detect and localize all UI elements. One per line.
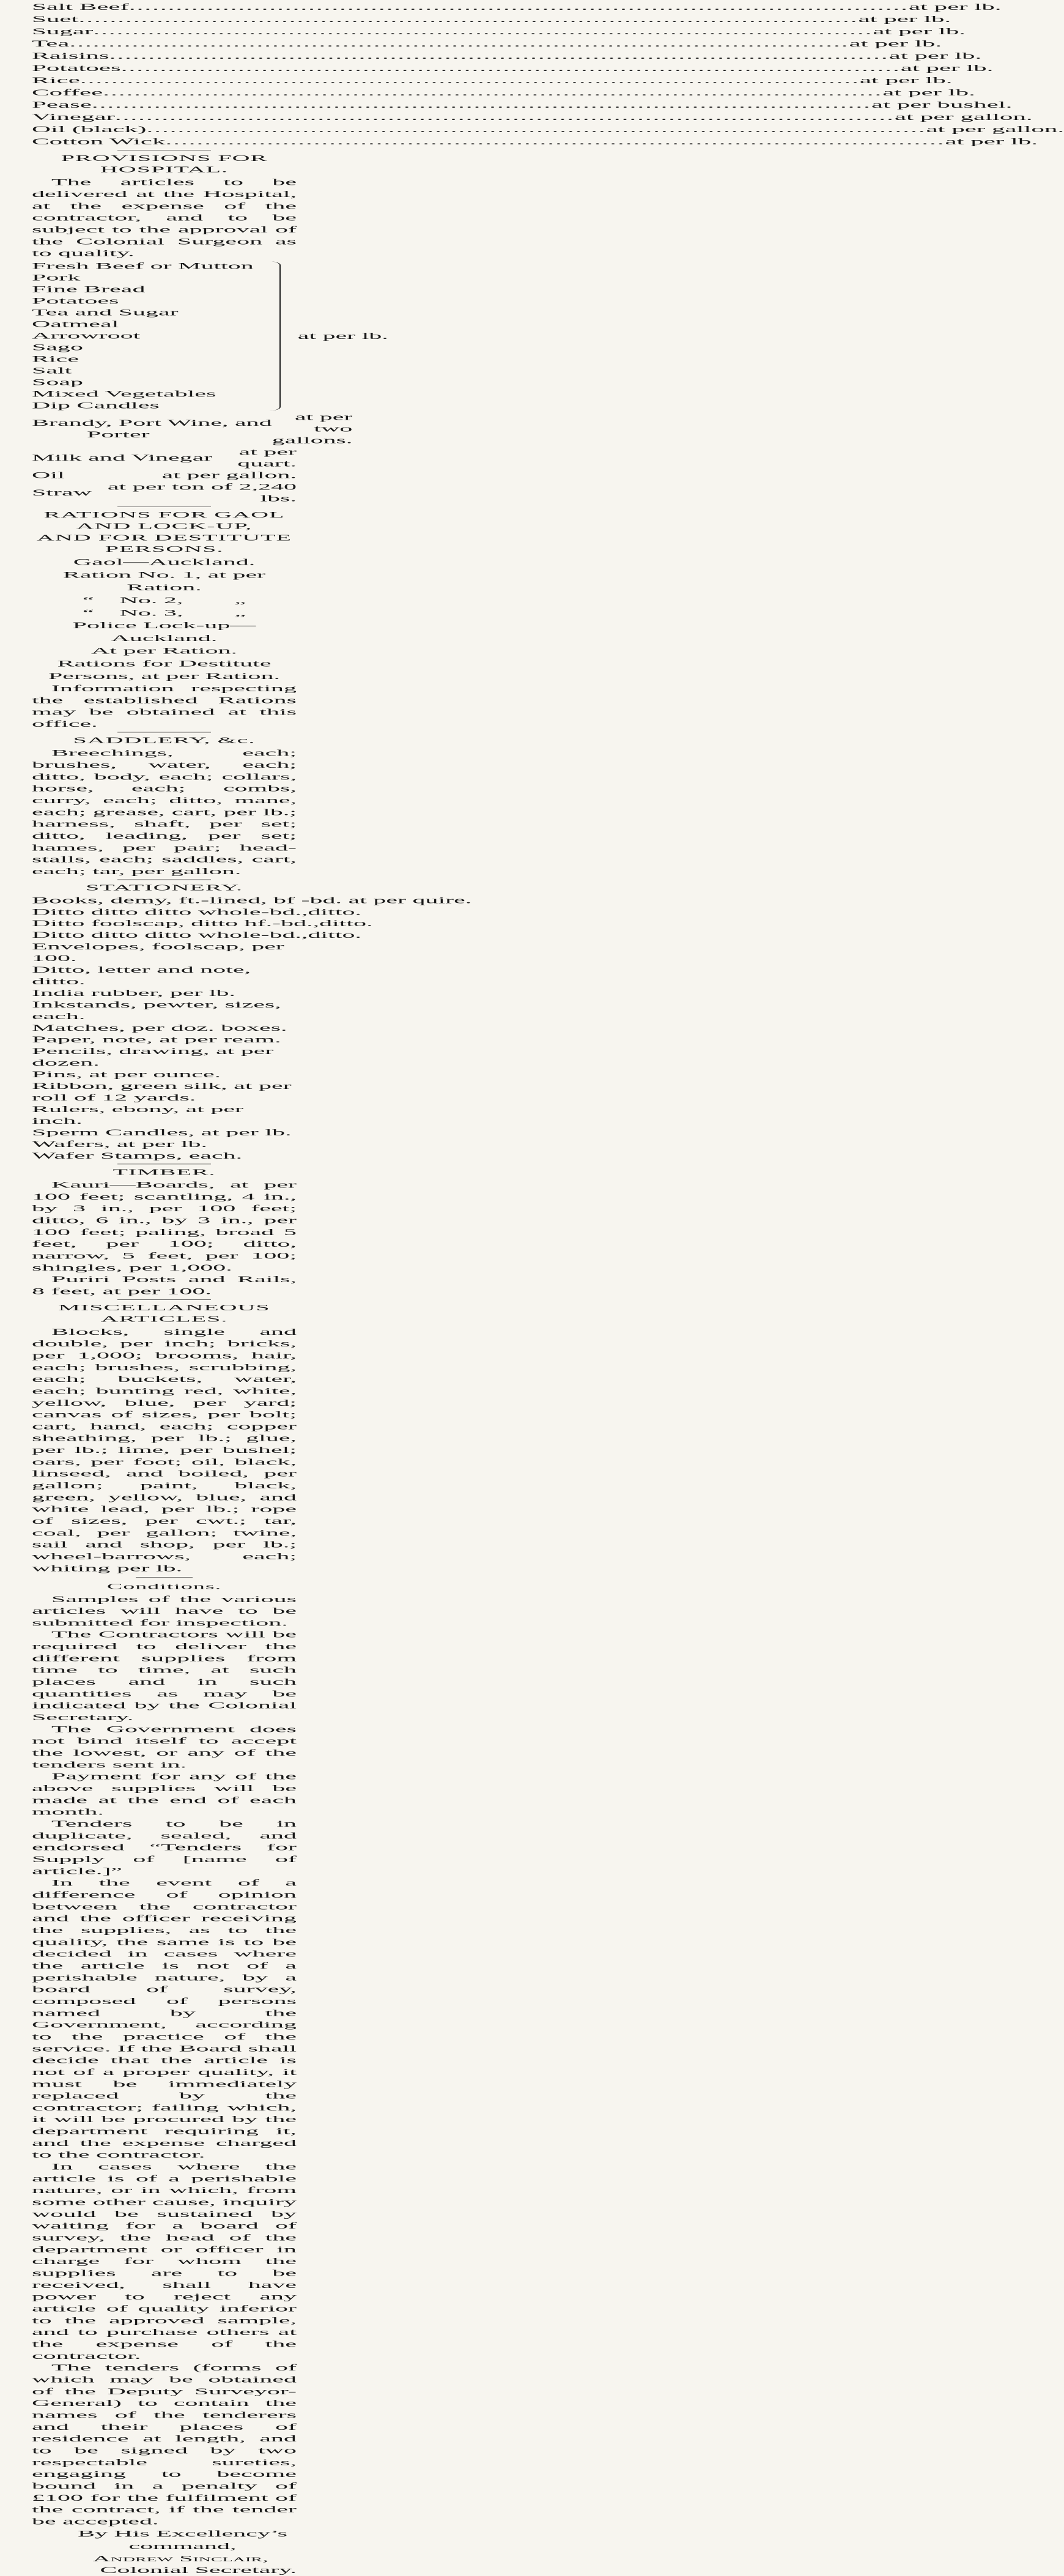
ration-3 bbox=[32, 607, 297, 620]
destitute-rations: Rations for Destitute Persons, at per Ration. bbox=[48, 658, 281, 681]
stationery-line: Inkstands, pewter, sizes, each. bbox=[32, 1000, 281, 1022]
ration-item: Raisins bbox=[32, 51, 109, 61]
straw-unit: at per ton of 2,240 lbs. bbox=[107, 482, 297, 503]
ration-1: Ration No. 1, at per Ration. bbox=[62, 570, 266, 593]
stationery-line: India rubber, per lb. bbox=[32, 988, 236, 998]
leader-dots bbox=[103, 87, 882, 99]
stationery-rows bbox=[32, 894, 472, 941]
stationery-line: Ditto, letter and note, ditto. bbox=[32, 965, 251, 987]
ration-item: Oil (black) bbox=[32, 124, 147, 135]
ration-unit: at per lb. bbox=[873, 26, 966, 37]
divider bbox=[117, 1164, 211, 1165]
stationery-ditto: ditto. bbox=[308, 930, 361, 940]
stationery-line: Matches, per doz. boxes. bbox=[32, 1023, 287, 1033]
timber-text: Kauri—Boards, at per 100 feet; scantling, 4 in., by 3 in., per 100 feet; ditto, 6 in., by 3 in., per 100 feet; paling, broad 5 feet, per 100; ditto, narrow, 5 feet, per 100; shingles, per 1,000. bbox=[32, 1180, 297, 1273]
condition-paragraph: Payment for any of the above supplies will be made at the end of each month. bbox=[32, 1772, 297, 1817]
stationery-item: Books, demy, ft.-lined, bf -bd. at per quire. bbox=[32, 895, 472, 905]
hospital-item: Mixed Vegetables bbox=[32, 389, 216, 399]
oil-unit: at per gallon. bbox=[161, 470, 297, 480]
leader-dots bbox=[109, 50, 889, 62]
ration-unit: at per lb. bbox=[908, 2, 1002, 12]
ration-unit: at per lb. bbox=[889, 51, 982, 61]
ration-row bbox=[32, 25, 966, 37]
leader-dots bbox=[93, 25, 873, 37]
ration-row bbox=[32, 99, 1013, 111]
ration-row bbox=[32, 13, 951, 25]
gaol-heading bbox=[32, 509, 297, 555]
brandy-unit-2: gallons. bbox=[272, 436, 353, 445]
condition-paragraph: In cases where the article is of a perishable nature, or in which, from some other cause, inquiry would be sustained by waiting for a board of survey, the head of the department or officer in charge for whom the supplies are to be received, shall have power to reject any article of quality inferior to the approved sample, and to purchase others at the expense of the contractor. bbox=[32, 2162, 297, 2361]
ration-item: Salt Beef bbox=[32, 2, 129, 12]
police-rate: At per Ration. bbox=[91, 646, 238, 656]
milk-unit: at per quart. bbox=[237, 447, 297, 469]
hospital-item: Arrowroot bbox=[32, 331, 141, 341]
straw-label: Straw bbox=[32, 488, 92, 498]
hospital-item: Salt bbox=[32, 366, 72, 376]
leader-dots bbox=[115, 111, 895, 124]
leader-dots bbox=[80, 74, 860, 86]
stationery-ditto: ditto. bbox=[319, 918, 373, 929]
hospital-item: Rice bbox=[32, 354, 79, 365]
conditions-heading: Conditions. bbox=[106, 1581, 222, 1591]
brandy-unit-1: at per two bbox=[294, 412, 353, 434]
leader-dots bbox=[92, 99, 871, 111]
saddlery-text: Breechings, each; brushes, water, each; ditto, body, each; collars, horse, each; combs, curry, each; ditto, mane, each; grease, cart, per lb.; harness, shaft, per set; ditto, leading, per set; hames, per pair; head-stalls, each; saddles, cart, each; tar, per gallon. bbox=[32, 748, 297, 877]
ration-item: Rice bbox=[32, 75, 80, 86]
ration-row bbox=[32, 124, 1064, 136]
gaol-title: Gaol—Auckland. bbox=[73, 557, 256, 568]
misc-heading: MISCELLANEOUS ARTICLES. bbox=[58, 1302, 270, 1324]
hospital-item: Pork bbox=[32, 273, 81, 283]
leader-dots bbox=[165, 136, 945, 148]
condition-paragraph: Samples of the various articles will have to be submitted for inspection. bbox=[32, 1594, 297, 1628]
hospital-item: Dip Candles bbox=[32, 401, 160, 410]
stationery-lines bbox=[32, 941, 297, 1162]
ration-unit: at per lb. bbox=[945, 136, 1038, 147]
stationery-line: Sperm Candles, at per lb. bbox=[32, 1127, 292, 1138]
hospital-intro: The articles to be delivered at the Hospital, at the expense of the contractor, and to be subject to the approval of the Colonial Surgeon as to quality. bbox=[32, 177, 297, 259]
stationery-item: Ditto foolscap, ditto hf.-bd., bbox=[32, 918, 320, 929]
signer-title: Colonial Secretary. bbox=[100, 2565, 297, 2575]
hospital-bracket-unit: at per lb. bbox=[297, 331, 388, 341]
ration-unit: at per lb. bbox=[900, 63, 994, 73]
condition-paragraph: The Contractors will be required to deliver the different supplies from time to time, at such places and in such quantities as may be indicated by the Colonial Secretary. bbox=[32, 1630, 297, 1723]
ditto-mark: “ bbox=[82, 595, 94, 606]
leader-dots bbox=[121, 62, 901, 74]
stationery-line: Wafers, at per lb. bbox=[32, 1139, 207, 1149]
stationery-line: Pencils, drawing, at per dozen. bbox=[32, 1046, 274, 1068]
ration-3-label: No. 3, bbox=[119, 608, 183, 618]
ration-item: Cotton Wick bbox=[32, 136, 166, 147]
stationery-row bbox=[32, 929, 361, 941]
ration-row bbox=[32, 74, 953, 86]
police-lockup: Police Lock-up—Auckland. bbox=[72, 620, 256, 644]
timber-puriri: Puriri Posts and Rails, 8 feet, at per 100. bbox=[32, 1274, 297, 1296]
leader-dots bbox=[129, 1, 909, 13]
stationery-line: Paper, note, at per ream. bbox=[32, 1034, 281, 1045]
leader-dots bbox=[146, 124, 926, 136]
ration-item: Potatoes bbox=[32, 63, 121, 73]
signer-name: Andrew Sinclair, bbox=[92, 2553, 268, 2563]
condition-paragraph: In the event of a difference of opinion between the contractor and the officer receiving the supplies, as to the quality, the same is to be decided in cases where the article is not of a perishable nature, by a board of survey, composed of persons named by the Government, according to the practice of the service. If the Board shall decide that the article is not of a proper quality, it must be immediately replaced by the contractor; failing which, it will be procured by the department requiring it, and the expense charged to the contractor. bbox=[32, 1878, 297, 2160]
misc-text: Blocks, single and double, per inch; bricks, per 1,000; brooms, hair, each; brushes, scrubbing, each; buckets, water, each; bunting red, white, yellow, blue, per yard; canvas of sizes, per bolt; cart, hand, each; copper sheathing, per lb.; glue, per lb.; lime, per bushel; oars, per foot; oil, black, linseed, and boiled, per gallon; paint, black, green, yellow, blue, and white lead, per lb.; rope of sizes, per cwt.; tar, coal, per gallon; twine, sail and shop, per lb.; wheel-barrows, each; whiting per lb. bbox=[32, 1327, 297, 1573]
stationery-row bbox=[32, 894, 472, 906]
hospital-item: Fine Bread bbox=[32, 284, 146, 295]
ration-row bbox=[32, 111, 1033, 124]
hospital-straw-row bbox=[32, 481, 297, 505]
rations-list bbox=[32, 1, 1064, 147]
stationery-item: Ditto ditto ditto whole-bd., bbox=[32, 930, 308, 940]
ration-row bbox=[32, 37, 942, 50]
oil-label: Oil bbox=[32, 470, 65, 480]
ration-unit: at per bushel. bbox=[871, 100, 1013, 110]
ration-unit: at per gallon. bbox=[926, 124, 1064, 135]
stationery-item: Ditto ditto ditto whole-bd., bbox=[32, 907, 308, 917]
ration-row bbox=[32, 62, 994, 74]
ditto-mark: „ bbox=[234, 595, 246, 606]
hospital-oil-row bbox=[32, 470, 297, 481]
hospital-item: Potatoes bbox=[32, 296, 119, 306]
hospital-item: Oatmeal bbox=[32, 319, 119, 330]
ration-row bbox=[32, 50, 982, 62]
condition-paragraph: Tenders to be in duplicate, sealed, and endorsed “Tenders for Supply of [name of article.]” bbox=[32, 1819, 297, 1876]
hospital-item: Tea and Sugar bbox=[32, 308, 179, 318]
stationery-ditto: ditto. bbox=[308, 907, 361, 917]
ration-item: Tea bbox=[32, 39, 70, 49]
timber-heading: TIMBER. bbox=[113, 1167, 216, 1177]
ditto-mark: „ bbox=[234, 608, 246, 618]
ration-unit: at per lb. bbox=[859, 75, 953, 86]
hospital-heading: PROVISIONS FOR HOSPITAL. bbox=[61, 153, 268, 174]
ration-2-label: No. 2, bbox=[119, 595, 183, 606]
command-line: By His Excellency’s command, bbox=[78, 2529, 287, 2552]
milk-label: Milk and Vinegar bbox=[32, 453, 213, 463]
condition-paragraph: The Government does not bind itself to accept the lowest, or any of the tenders sent in. bbox=[32, 1724, 297, 1770]
stationery-heading: STATIONERY. bbox=[85, 883, 243, 893]
divider bbox=[117, 1299, 211, 1300]
brace-icon bbox=[266, 261, 290, 412]
ration-unit: at per lb. bbox=[882, 87, 975, 98]
ration-item: Vinegar bbox=[32, 112, 115, 122]
stationery-line: Pins, at per ounce. bbox=[32, 1069, 221, 1080]
ration-row bbox=[32, 1, 1002, 13]
gaol-heading-line-1: RATIONS FOR GAOL AND LOCK-UP, bbox=[43, 510, 285, 531]
ration-item: Pease bbox=[32, 100, 92, 110]
ration-item: Sugar bbox=[32, 26, 94, 37]
leader-dots bbox=[69, 37, 849, 50]
stationery-row bbox=[32, 918, 373, 929]
stationery-line: Rulers, ebony, at per inch. bbox=[32, 1104, 244, 1126]
divider bbox=[117, 732, 211, 733]
ration-item: Suet bbox=[32, 14, 79, 24]
hospital-brandy-row bbox=[32, 412, 353, 447]
saddlery-heading: SADDLERY, &c. bbox=[73, 735, 256, 745]
ration-unit: at per lb. bbox=[858, 14, 951, 24]
hospital-item: Soap bbox=[32, 377, 83, 388]
hospital-bracket-group bbox=[32, 261, 388, 412]
stationery-line: Wafer Stamps, each. bbox=[32, 1151, 243, 1161]
gaol-heading-line-2: AND FOR DESTITUTE PERSONS. bbox=[37, 532, 292, 554]
ration-2 bbox=[32, 594, 297, 607]
hospital-items bbox=[32, 261, 254, 412]
ditto-mark: “ bbox=[82, 608, 94, 618]
stationery-line: Ribbon, green silk, at per roll of 12 yards. bbox=[32, 1081, 292, 1103]
leader-dots bbox=[78, 13, 858, 25]
ration-row bbox=[32, 87, 975, 99]
stationery-line: Envelopes, foolscap, per 100. bbox=[32, 941, 284, 963]
ration-unit: at per gallon. bbox=[894, 112, 1033, 122]
hospital-item: Sago bbox=[32, 343, 83, 353]
condition-paragraph: The tenders (forms of which may be obtained of the Deputy Surveyor-General) to contain the names of the tenderers and their places of residence at length, and to be signed by two respectable sureties, engaging to become bound in a penalty of £100 for the fulfilment of the contract, if the tender be accepted. bbox=[32, 2363, 297, 2526]
hospital-item: Fresh Beef or Mutton bbox=[32, 261, 254, 272]
stationery-row bbox=[32, 906, 361, 918]
gaol-info: Information respecting the established Rations may be obtained at this office. bbox=[32, 683, 297, 729]
ration-unit: at per lb. bbox=[849, 39, 942, 49]
divider bbox=[136, 1577, 193, 1578]
brandy-line-1: Brandy, Port Wine, and bbox=[32, 418, 272, 428]
ration-item: Coffee bbox=[32, 87, 103, 98]
hospital-milk-row bbox=[32, 447, 297, 470]
brandy-line-2: Porter bbox=[87, 429, 150, 440]
conditions-paragraphs bbox=[32, 1594, 297, 2528]
ration-row bbox=[32, 136, 1038, 148]
